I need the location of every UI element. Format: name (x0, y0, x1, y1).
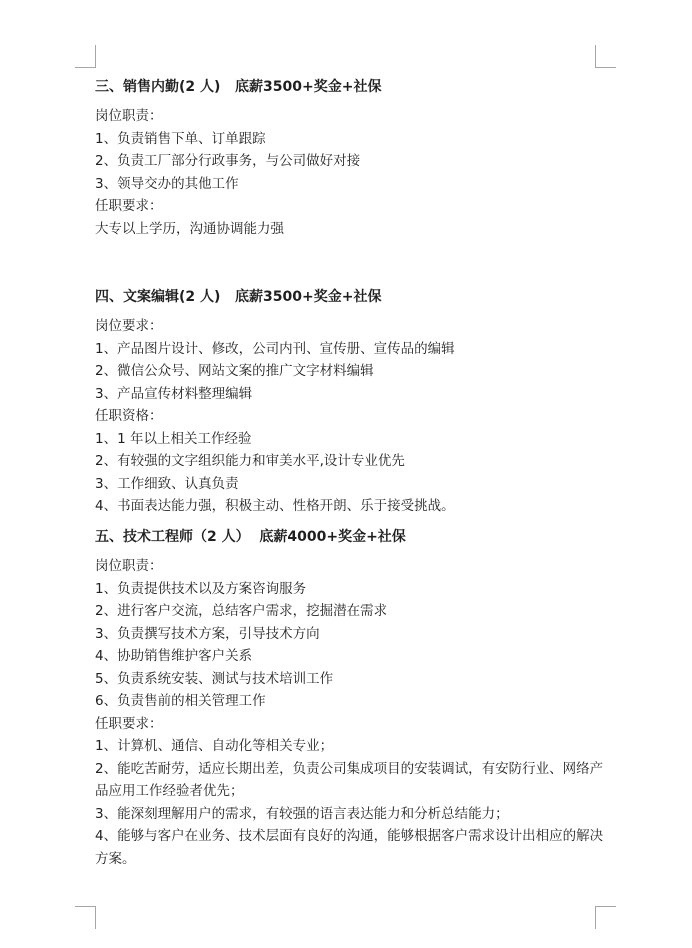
job-title: 销售内勤(2 人) (123, 79, 221, 95)
job-title: 技术工程师（2 人） (123, 529, 250, 545)
list-item: 2、微信公众号、网站文案的推广文字材料编辑 (95, 363, 374, 379)
list-item: 3、能深刻理解用户的需求，有较强的语言表达能力和分析总结能力； (95, 805, 509, 822)
list-item: 2、能吃苦耐劳，适应长期出差，负责公司集成项目的安装调试，有安防行业、网络产品应用工作经验者优先； (95, 760, 604, 799)
group-label: 岗位要求： (95, 318, 163, 334)
list-item: 大专以上学历，沟通协调能力强 (95, 220, 284, 237)
page-corner-mark (75, 45, 96, 68)
list-item: 6、负责售前的相关管理工作 (95, 693, 266, 709)
list-item: 2、进行客户交流，总结客户需求，挖掘潜在需求 (95, 603, 388, 619)
job-salary: 底薪3500+奖金+社保 (235, 289, 382, 305)
group-label: 任职资格： (95, 408, 163, 424)
list-item: 1、负责提供技术以及方案咨询服务 (95, 580, 307, 597)
group-label: 任职要求： (95, 198, 163, 214)
list-item: 4、书面表达能力强，积极主动、性格开朗、乐于接受挑战。 (95, 498, 455, 514)
job-heading (95, 285, 605, 309)
section-number: 三、 (95, 79, 123, 95)
list-item: 2、负责工厂部分行政事务，与公司做好对接 (95, 153, 361, 169)
list-item: 4、协助销售维护客户关系 (95, 648, 253, 664)
job-heading (95, 525, 605, 549)
list-item: 5、负责系统安装、测试与技术培训工作 (95, 670, 334, 687)
page-corner-mark (75, 906, 96, 929)
job-title: 文案编辑(2 人) (123, 289, 221, 305)
page-corner-mark (595, 906, 616, 929)
list-item: 4、能够与客户在业务、技术层面有良好的沟通，能够根据客户需求设计出相应的解决方案。 (95, 828, 604, 867)
list-item: 3、产品宣传材料整理编辑 (95, 385, 253, 402)
list-item: 3、工作细致、认真负责 (95, 475, 239, 492)
list-item: 3、领导交办的其他工作 (95, 175, 239, 192)
group-label: 任职要求： (95, 715, 163, 732)
list-item: 1、计算机、通信、自动化等相关专业； (95, 738, 334, 754)
list-item: 3、负责撰写技术方案，引导技术方向 (95, 625, 320, 642)
job-heading (95, 75, 605, 99)
section-number: 五、 (95, 529, 123, 545)
group-label: 岗位职责： (95, 108, 163, 124)
page-corner-mark (595, 45, 616, 68)
job-section (95, 75, 605, 240)
section-number: 四、 (95, 289, 123, 305)
list-item: 1、1 年以上相关工作经验 (95, 430, 252, 447)
job-salary: 底薪3500+奖金+社保 (235, 79, 382, 95)
job-salary: 底薪4000+奖金+社保 (259, 529, 406, 545)
job-section (95, 285, 605, 518)
list-item: 1、产品图片设计、修改，公司内刊、宣传册、宣传品的编辑 (95, 340, 455, 357)
group-label: 岗位职责： (95, 558, 163, 574)
list-item: 2、有较强的文字组织能力和审美水平,设计专业优先 (95, 453, 405, 469)
job-section (95, 525, 605, 870)
list-item: 1、负责销售下单、订单跟踪 (95, 130, 266, 147)
